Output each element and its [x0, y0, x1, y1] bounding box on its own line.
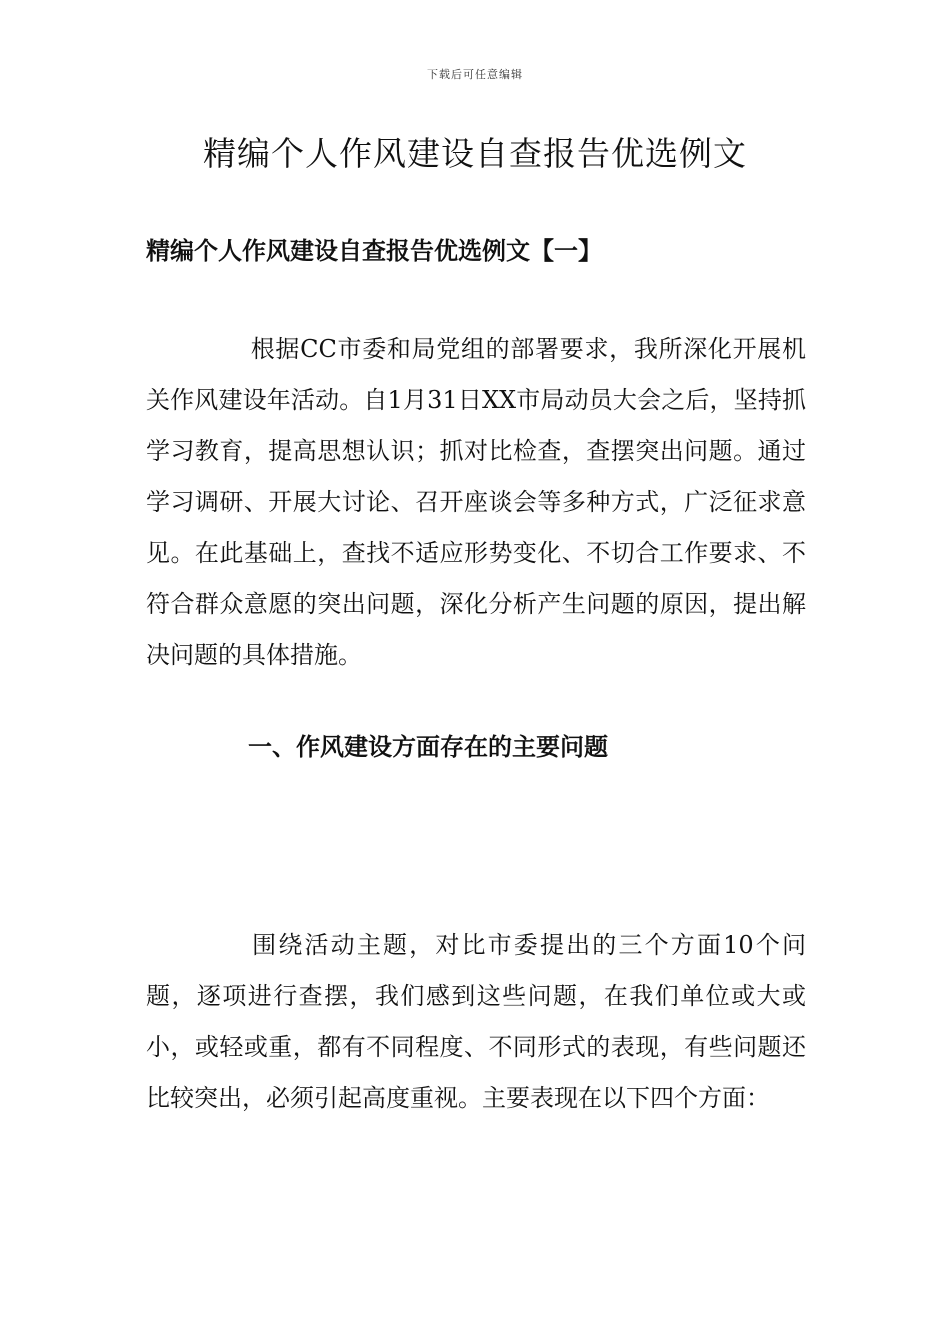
paragraph-2-text: 围绕活动主题，对比市委提出的三个方面10个问题，逐项进行查摆，我们感到这些问题，在我们单位或大或小，或轻或重，都有不同程度、不同形式的表现，有些问题还比较突出，必须引起高度重视。主要表现在以下四个方面：: [146, 931, 806, 1112]
subheading-main-problems: 一、作风建设方面存在的主要问题: [248, 732, 608, 761]
document-title: 精编个人作风建设自查报告优选例文: [203, 134, 747, 173]
header-note: 下载后可任意编辑: [427, 68, 523, 81]
paragraph-1-text: 根据CC市委和局党组的部署要求，我所深化开展机关作风建设年活动。自1月31日XX市局动员大会之后，坚持抓学习教育，提高思想认识；抓对比检查，查摆突出问题。通过学习调研、开展大讨论、召开座谈会等多种方式，广泛征求意见。在此基础上，查找不适应形势变化、不切合工作要求、不符合群众意愿的突出问题，深化分析产生问题的原因，提出解决问题的具体措施。: [146, 335, 806, 669]
section-title: 精编个人作风建设自查报告优选例文【一】: [146, 236, 602, 265]
paragraph-2: [146, 920, 806, 1124]
paragraph-1: [146, 324, 806, 681]
